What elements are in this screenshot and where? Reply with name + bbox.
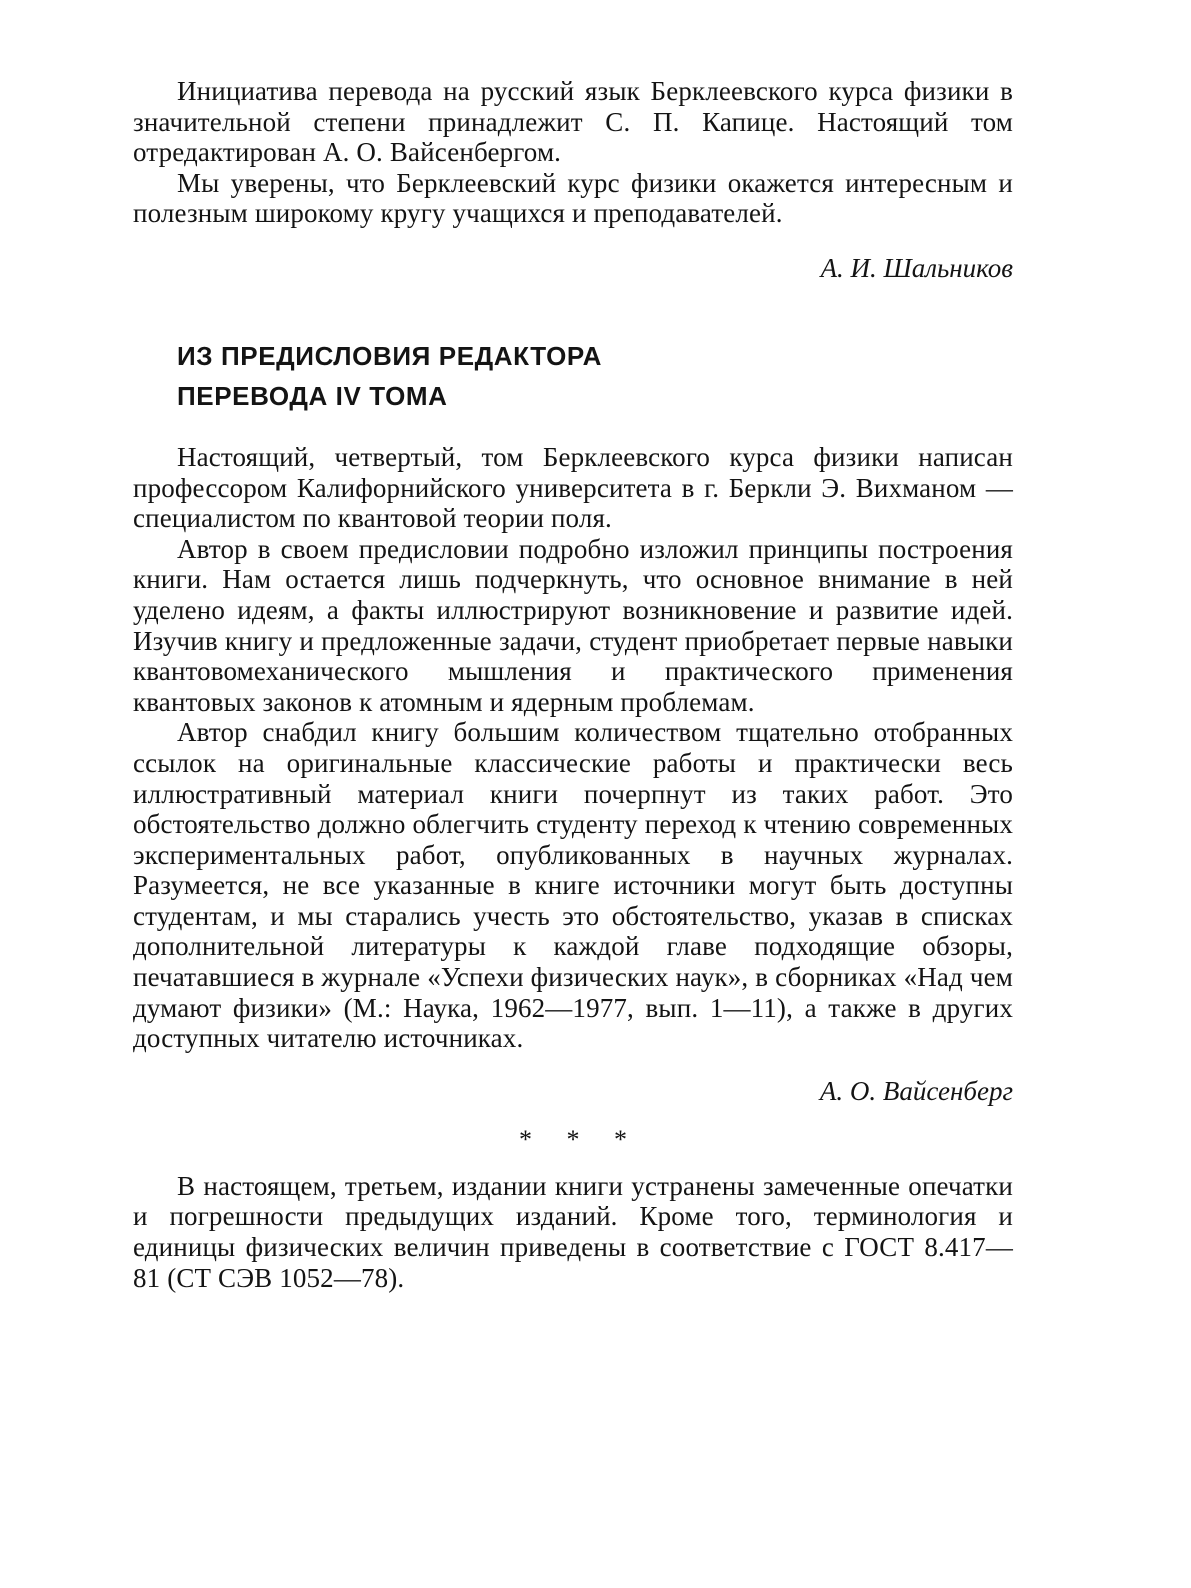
preface-paragraph-3: Автор снабдил книгу большим количеством тщательно отобранных ссылок на оригинальные классические работы и практически весь иллюстративный материал книги почерпнут из таких работ. Это обстоятельство должно облегчить студенту переход к чтению современных экспериментальных работ, опубликованных в научных журналах. Разумеется, не все указанные в книге источники могут быть доступны студентам, и мы старались учесть это обстоятельство, указав в списках дополнительной литературы к каждой главе подходящие обзоры, печатавшиеся в журнале «Успехи физических наук», в сборниках «Над чем думают физики» (М.: Наука, 1962—1977, вып. 1—11), а также в других доступных читателю источниках. bbox=[133, 717, 1013, 1054]
third-edition-section bbox=[133, 1171, 1013, 1293]
editor-preface-section bbox=[133, 442, 1013, 1107]
intro-section bbox=[133, 76, 1013, 284]
preface-paragraph-2: Автор в своем предисловии подробно изложил принципы построения книги. Нам остается лишь подчеркнуть, что основное внимание в ней уделено идеям, а факты иллюстрируют возникновение и развитие идей. Изучив книгу и предложенные задачи, студент приобретает первые навыки квантовомеханического мышления и практического применения квантовых законов к атомным и ядерным проблемам. bbox=[133, 533, 1013, 717]
document-page bbox=[133, 76, 1013, 1293]
signature-shalnikov: А. И. Шальников bbox=[820, 252, 1013, 283]
section-heading bbox=[177, 336, 1013, 416]
heading-line-2: ПЕРЕВОДА IV ТОМА bbox=[177, 380, 448, 411]
heading-line-1: ИЗ ПРЕДИСЛОВИЯ РЕДАКТОРА bbox=[177, 340, 602, 371]
third-edition-paragraph: В настоящем, третьем, издании книги устранены замеченные опечатки и погрешности предыдущих изданий. Кроме того, терминология и единицы физических величин приведены в соответствие с ГОСТ 8.417—81 (СТ СЭВ 1052—78). bbox=[133, 1170, 1013, 1293]
section-separator: * * * bbox=[519, 1124, 641, 1154]
signature-vaisenberg: А. О. Вайсенберг bbox=[819, 1075, 1013, 1106]
intro-paragraph-2: Мы уверены, что Берклеевский курс физики окажется интересным и полезным широкому кругу учащихся и преподавателей. bbox=[133, 167, 1013, 229]
preface-paragraph-1: Настоящий, четвертый, том Берклеевского курса физики написан профессором Калифорнийского университета в г. Беркли Э. Вихманом — специалистом по квантовой теории поля. bbox=[133, 441, 1013, 534]
intro-paragraph-1: Инициатива перевода на русский язык Берклеевского курса физики в значительной степени принадлежит С. П. Капице. Настоящий том отредактирован А. О. Вайсенбергом. bbox=[133, 76, 1013, 168]
